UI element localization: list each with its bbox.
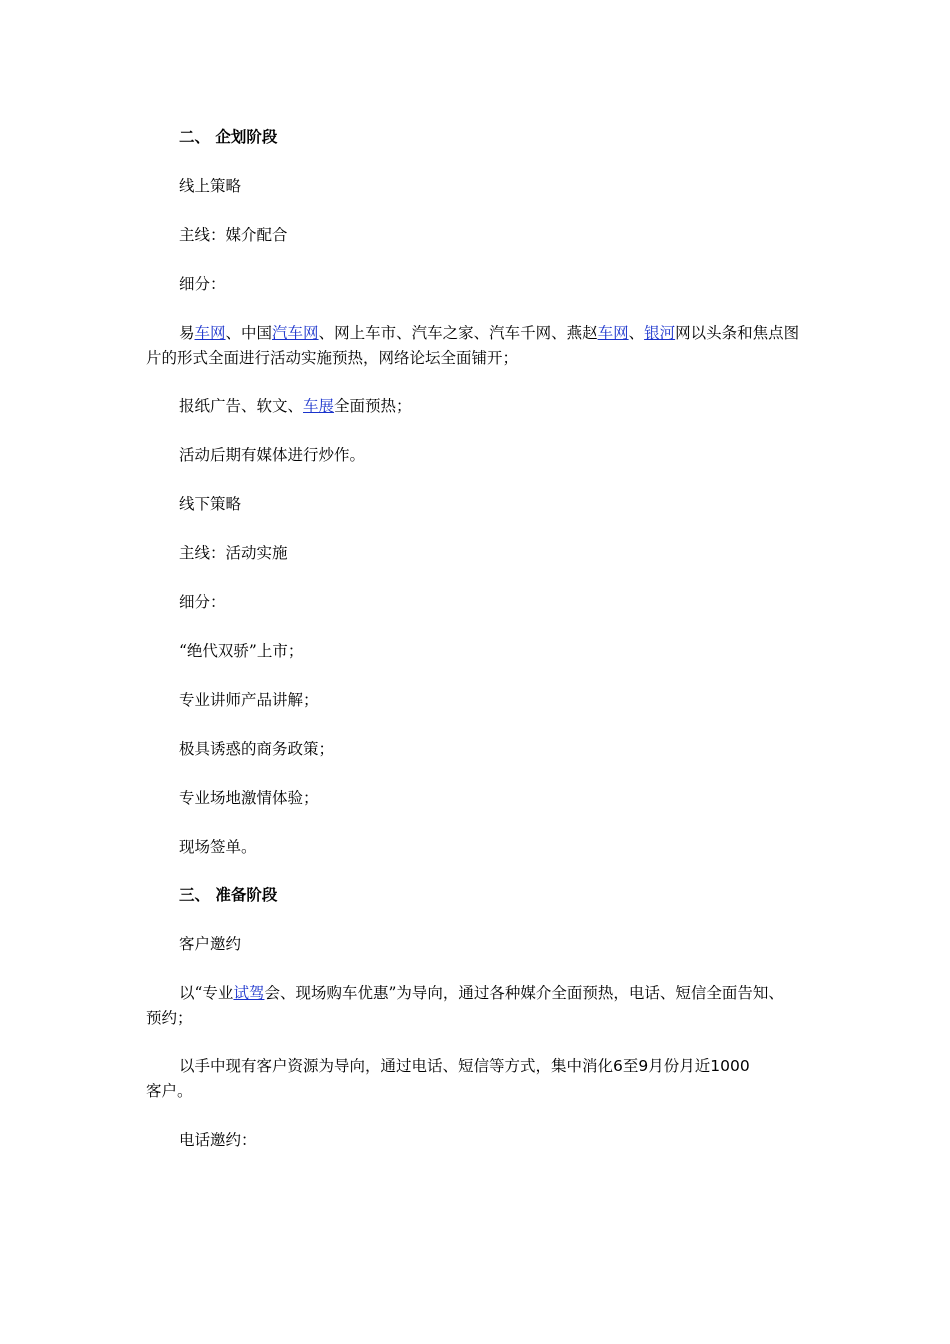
phone-invite-label: 电话邀约： [179, 1131, 257, 1149]
paragraph-online-media-line1 [179, 321, 799, 345]
list-item: 极具诱惑的商务政策； [179, 740, 335, 758]
paragraph-test-drive-line2: 预约； [146, 1009, 193, 1027]
paragraph-online-media-line2: 片的形式全面进行活动实施预热，网络论坛全面铺开； [146, 349, 519, 367]
text-run: 、 [628, 324, 645, 342]
link-qichewang[interactable]: 汽车网 [272, 324, 319, 342]
text-run: 易 [179, 324, 195, 342]
section-heading-2: 二、 企划阶段 [179, 127, 278, 146]
paragraph-media-hype: 活动后期有媒体进行炒作。 [179, 446, 366, 464]
paragraph-newspaper [179, 394, 412, 418]
text-run: 全面预热； [334, 397, 412, 415]
link-chewang-1[interactable]: 车网 [194, 324, 226, 342]
text-run: 、网上车市、汽车之家、汽车千网、燕赵 [318, 324, 598, 342]
link-yinhe[interactable]: 银河 [644, 324, 676, 342]
number: 9 [638, 1057, 649, 1075]
breakdown-label-1: 细分： [179, 275, 226, 293]
text-run: 以手中现有客户资源为导向，通过电话、短信等方式，集中消化 [179, 1057, 614, 1075]
link-auto-show[interactable]: 车展 [303, 397, 335, 415]
list-item: “绝代双骄”上市； [179, 642, 304, 660]
mainline-event-label: 主线：活动实施 [179, 544, 288, 562]
link-test-drive[interactable]: 试驾 [233, 984, 265, 1002]
offline-strategy-label: 线下策略 [179, 495, 242, 513]
text-run: 月份月近 [648, 1057, 711, 1075]
text-run: 网以头条和焦点图 [675, 324, 800, 342]
section-heading-3: 三、 准备阶段 [179, 885, 278, 904]
mainline-media-label: 主线：媒介配合 [179, 226, 288, 244]
text-run: 至 [622, 1057, 639, 1075]
number: 1000 [710, 1057, 750, 1075]
breakdown-label-2: 细分： [179, 593, 226, 611]
text-run: 会、现场购车优惠”为导向，通过各种媒介全面预热，电话、短信全面告知、 [264, 984, 784, 1002]
list-item: 专业讲师产品讲解； [179, 691, 319, 709]
link-chewang-2[interactable]: 车网 [597, 324, 629, 342]
online-strategy-label: 线上策略 [179, 177, 242, 195]
paragraph-test-drive-line1 [179, 981, 784, 1005]
customer-invite-label: 客户邀约 [179, 935, 242, 953]
list-item: 现场签单。 [179, 838, 257, 856]
text-run: 、中国 [225, 324, 273, 342]
paragraph-customer-resources-line2: 客户。 [146, 1082, 193, 1100]
text-run: 报纸广告、软文、 [179, 397, 304, 415]
number: 6 [613, 1057, 623, 1075]
paragraph-customer-resources-line1 [179, 1054, 750, 1078]
list-item: 专业场地激情体验； [179, 789, 319, 807]
text-run: 以“专业 [179, 984, 234, 1002]
